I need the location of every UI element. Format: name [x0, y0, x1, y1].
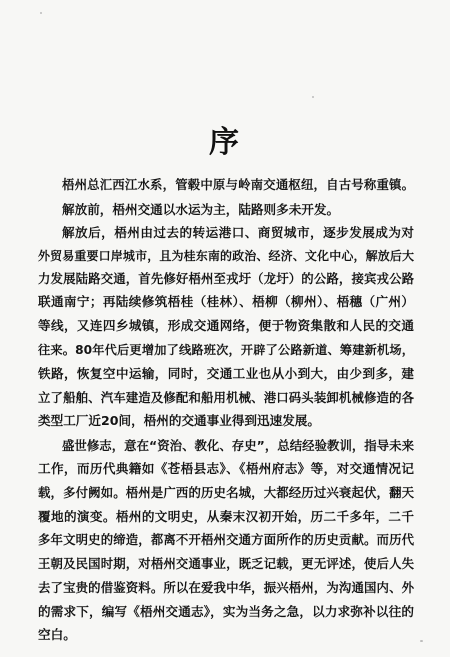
text-line: 解放前，梧州交通以水运为主，陆路则多未开发。 [62, 202, 340, 217]
text-line: 载，多付阙如。梧州是广西的历史名城，大都经历过兴衰起伏，翻天 [38, 485, 414, 500]
text-line: 解放后，梧州由过去的转运港口、商贸城市，逐步发展成为对 [62, 225, 414, 240]
text-line: 多年文明史的缔造，都离不开梧州交通方面所作的历史贡献。而历代 [38, 532, 414, 547]
page-title: 序 [209, 125, 241, 160]
text-line: 的需求下，编写《梧州交通志》，实为当务之急，以力求弥补以往的 [38, 604, 414, 619]
text-line: 类型工厂近20间，梧州的交通事业得到迅速发展。 [38, 413, 320, 428]
scan-speck [420, 640, 423, 642]
text-line: 去了宝贵的借鉴资料。所以在爱我中华，振兴梧州，为沟通国内、外 [38, 580, 414, 595]
text-line: 力发展陆路交通，首先修好梧州至戎圩（龙圩）的公路，接宾戎公路 [38, 271, 414, 286]
text-line: 覆地的演变。梧州的文明史，从秦末汉初开始，历二千多年，二千 [38, 509, 414, 524]
scan-speck [40, 12, 42, 14]
text-line: 联通南宁；再陆续修筑梧桂（桂林）、梧柳（柳州）、梧穗（广州） [38, 294, 414, 309]
text-line: 往来。80年代后更增加了线路班次，开辟了公路新道、筹建新机场， [38, 343, 414, 357]
text-line: 梧州总汇西江水系，管毂中原与岭南交通枢纽，自古号称重镇。 [62, 177, 414, 192]
text-line: 外贸易重要口岸城市，且为桂东南的政治、经济、文化中心，解放后大 [38, 249, 414, 263]
text-line: 王朝及民国时期，对梧州交通事业，既乏记载，更无评述，使后人失 [38, 556, 414, 571]
text-line: 等线，又连四乡城镇，形成交通网络，便于物资集散和人民的交通 [38, 318, 414, 333]
scan-speck [312, 96, 314, 98]
text-line: 盛世修志，意在“资治、教化、存史”，总结经验教训，指导未来 [62, 438, 414, 453]
text-line: 立了船舶、汽车建造及修配和船用机械、港口码头装卸机械修造的各 [38, 390, 414, 405]
text-line: 空白。 [38, 627, 76, 642]
text-line: 工作，而历代典籍如《苍梧县志》、《梧州府志》等，对交通情况记 [38, 461, 414, 476]
text-line: 铁路，恢复空中运输，同时，交通工业也从小到大，由少到多，建 [38, 366, 414, 381]
